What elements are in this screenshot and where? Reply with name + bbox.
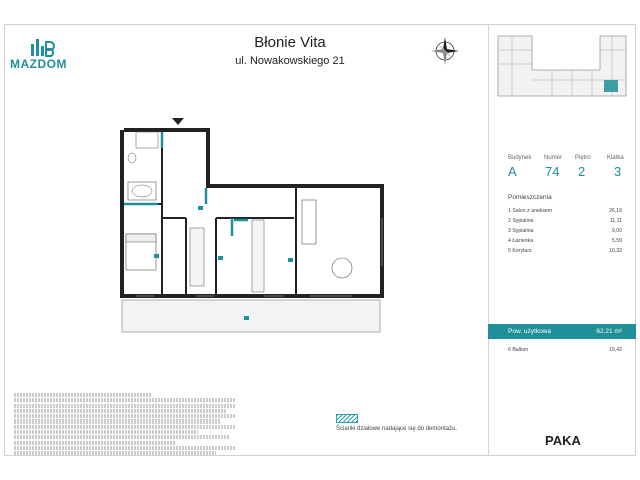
usable-area-bar (488, 324, 636, 339)
room-area: 5,59 (611, 238, 622, 244)
room-row (508, 208, 622, 216)
balcony-area: 19,42 (609, 347, 622, 353)
number-label: Numer (544, 155, 563, 161)
room-name: 4 Łazienka (508, 238, 534, 244)
legend-swatch (336, 414, 358, 423)
room-name: 3 Sypialnia (508, 228, 534, 234)
compass-icon (430, 36, 460, 66)
page-title: Błonie Vita (254, 34, 326, 51)
room-area: 11,11 (609, 218, 622, 224)
room-row (508, 218, 622, 226)
number-value: 74 (545, 164, 560, 179)
room-area: 26,19 (609, 208, 622, 214)
rooms-title: Pomieszczenia (508, 194, 552, 201)
building-label: Budynek (508, 155, 532, 161)
floor-label: Piętro (575, 155, 591, 161)
brand-name: MAZDOM (10, 57, 67, 71)
usable-area-value: 62,21 m² (596, 328, 622, 335)
balcony-name: 6 Balkon (508, 347, 529, 353)
room-row (508, 238, 622, 246)
address: ul. Nowakowskiego 21 (235, 55, 345, 67)
sheet-divider (488, 24, 489, 456)
room-row (508, 228, 622, 236)
usable-area-label: Pow. użytkowa (508, 328, 551, 335)
legend-text: Ścianki działowe nadające się do demontażu. (336, 426, 458, 432)
room-name: 2 Sypialnia (508, 218, 534, 224)
staircase-label: Klatka (607, 155, 624, 161)
building-value: A (508, 164, 517, 179)
room-name: 1 Salon z aneksem (508, 208, 553, 214)
paka-logo (545, 432, 597, 448)
room-area: 9,00 (611, 228, 622, 234)
building-key-plan (492, 30, 632, 102)
notes-block (14, 393, 244, 456)
developer-name: PAKA (545, 433, 581, 448)
room-name: 5 Korytarz (508, 248, 532, 254)
floor-plan (114, 118, 394, 338)
staircase-value: 3 (614, 164, 622, 179)
room-row (508, 248, 622, 256)
room-area: 10,32 (609, 248, 622, 254)
floor-value: 2 (578, 164, 586, 179)
